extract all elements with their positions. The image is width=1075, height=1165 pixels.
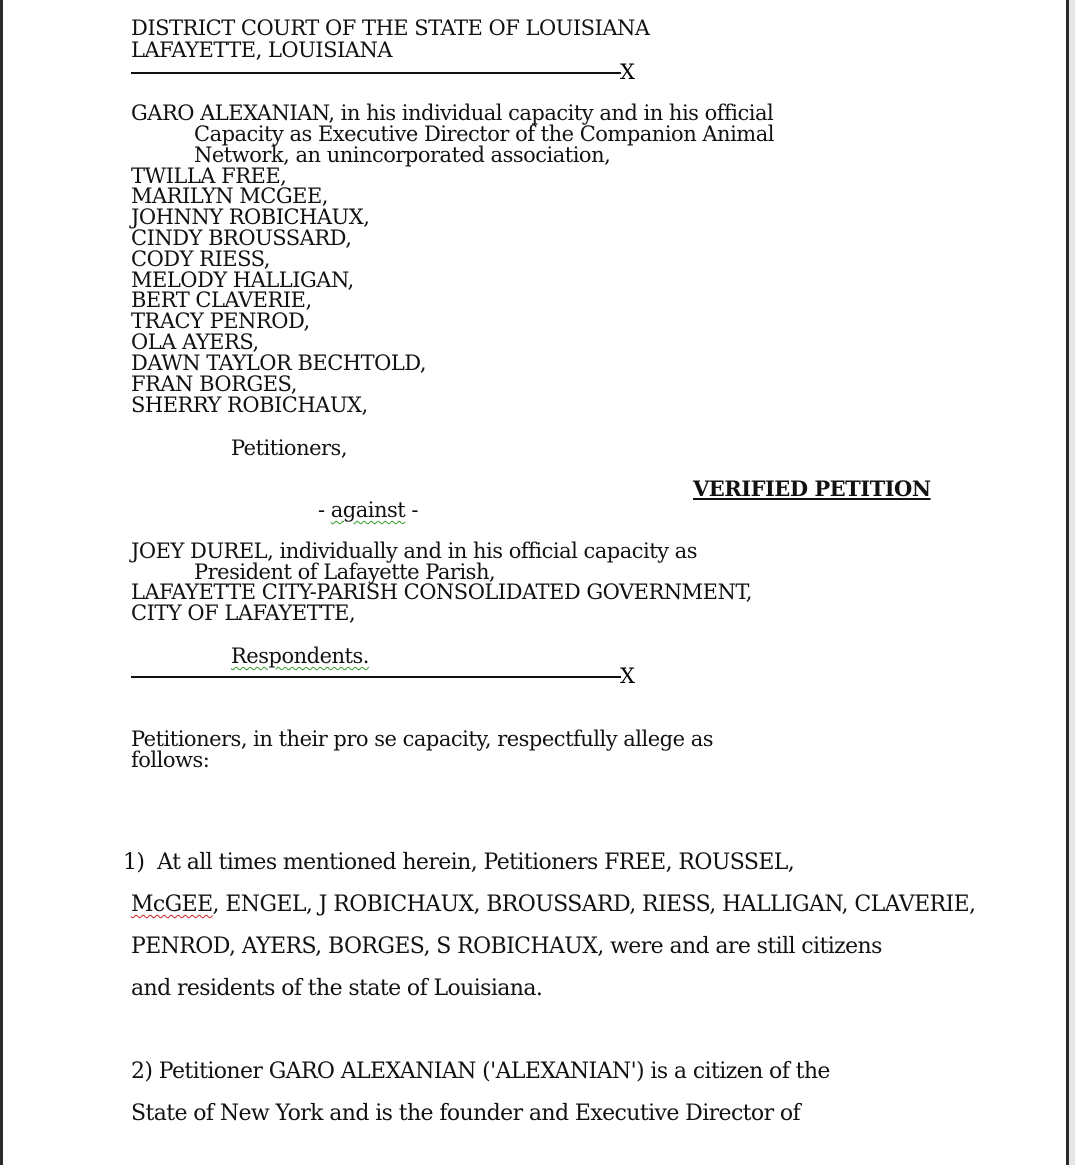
paragraph1-line3: PENROD, AYERS, BORGES, S ROBICHAUX, were and are still citizens <box>131 934 882 959</box>
petitioners-role-label: Petitioners, <box>231 436 348 460</box>
respondent-line1: JOEY DUREL, individually and in his official capacity as <box>131 539 697 563</box>
paragraph2-line1: 2) Petitioner GARO ALEXANIAN ('ALEXANIAN') is a citizen of the <box>131 1059 830 1084</box>
petitioner-name: FRAN BORGES, <box>131 372 297 396</box>
caption-rule-top <box>131 72 621 74</box>
paragraph1-line2-rest: , ENGEL, J ROBICHAUX, BROUSSARD, RIESS, HALLIGAN, CLAVERIE, <box>212 892 976 917</box>
petitioner-name: SHERRY ROBICHAUX, <box>131 393 368 417</box>
respondent-line4: CITY OF LAFAYETTE, <box>131 601 356 625</box>
caption-x-mark-top: X <box>620 60 635 84</box>
petitioner-name: TRACY PENROD, <box>131 309 310 333</box>
against-label: - against - <box>318 498 419 522</box>
respondents-role-label <box>231 646 369 667</box>
petitioner-name: CODY RIESS, <box>131 247 270 271</box>
respondent-line2: President of Lafayette Parish, <box>194 560 496 584</box>
page-gutter <box>1069 0 1075 1165</box>
petitioner-lead-line1: GARO ALEXANIAN, in his individual capacity and in his official <box>131 101 774 125</box>
petitioner-lead-line3: Network, an unincorporated association, <box>194 143 611 167</box>
petitioner-name: JOHNNY ROBICHAUX, <box>131 205 370 229</box>
court-location: LAFAYETTE, LOUISIANA <box>131 38 392 62</box>
respondents-role-text: Respondents. <box>231 644 369 668</box>
paragraph1-line2 <box>131 894 975 915</box>
caption-rule-bottom <box>131 676 621 678</box>
respondent-line3: LAFAYETTE CITY-PARISH CONSOLIDATED GOVERNMENT, <box>131 580 752 604</box>
intro-line1: Petitioners, in their pro se capacity, respectfully allege as <box>131 727 713 751</box>
petitioner-name: OLA AYERS, <box>131 330 259 354</box>
page-border-left <box>0 0 3 1165</box>
petitioner-name: TWILLA FREE, <box>131 164 287 188</box>
caption-x-mark-bottom: X <box>620 664 635 688</box>
court-name: DISTRICT COURT OF THE STATE OF LOUISIANA <box>131 16 650 40</box>
petitioner-name: CINDY BROUSSARD, <box>131 226 352 250</box>
petitioner-name: MELODY HALLIGAN, <box>131 268 354 292</box>
document-title: VERIFIED PETITION <box>693 476 931 501</box>
paragraph1-line4: and residents of the state of Louisiana. <box>131 976 543 1001</box>
against-word: against <box>330 498 406 522</box>
petitioner-name: MARILYN MCGEE, <box>131 184 328 208</box>
intro-line2: follows: <box>131 748 210 772</box>
paragraph1-line1: 1) At all times mentioned herein, Petitioners FREE, ROUSSEL, <box>123 850 795 875</box>
petitioner-lead-line2: Capacity as Executive Director of the Companion Animal <box>194 122 774 146</box>
paragraph2-line2: State of New York and is the founder and Executive Director of <box>131 1101 801 1126</box>
petitioner-name: BERT CLAVERIE, <box>131 288 312 312</box>
misspelled-word: McGEE <box>131 892 213 917</box>
petitioner-name: DAWN TAYLOR BECHTOLD, <box>131 351 427 375</box>
